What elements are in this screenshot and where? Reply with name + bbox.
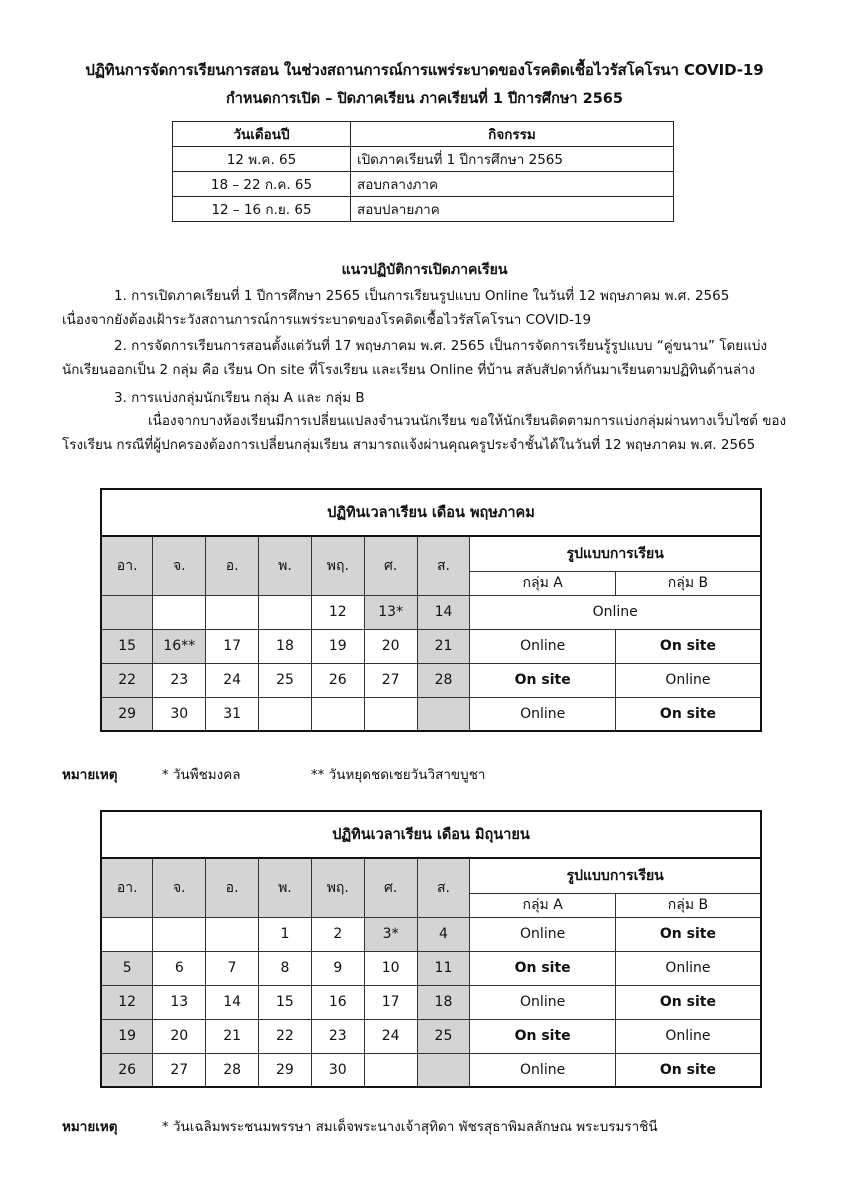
day-header: พ. — [259, 536, 312, 595]
day-cell: 3* — [364, 917, 417, 951]
day-cell — [311, 697, 364, 731]
day-cell: 17 — [206, 629, 259, 663]
day-cell: 15 — [259, 985, 312, 1019]
day-cell: 27 — [364, 663, 417, 697]
guideline-3 — [62, 386, 797, 410]
week-row — [101, 663, 761, 697]
schedule-activity: สอบปลายภาค — [351, 197, 674, 222]
schedule-table — [172, 121, 674, 222]
mode-cell-a: On site — [470, 951, 616, 985]
mode-cell-b: On site — [615, 1053, 761, 1087]
mode-cell-b: Online — [615, 951, 761, 985]
note-june — [62, 1115, 658, 1137]
day-header: อา. — [101, 858, 153, 917]
day-cell: 14 — [417, 595, 470, 629]
day-cell: 28 — [206, 1053, 259, 1087]
day-cell: 11 — [417, 951, 470, 985]
page-title: ปฏิทินการจัดการเรียนการสอน ในช่วงสถานการณ์การแพร่ระบาดของโรคติดเชื้อไวรัสโคโรนา COVID-19 — [85, 61, 764, 79]
day-cell: 7 — [206, 951, 259, 985]
day-cell: 21 — [206, 1019, 259, 1053]
guideline-2 — [62, 334, 797, 382]
day-cell: 24 — [364, 1019, 417, 1053]
note-may — [62, 763, 485, 785]
day-header: ศ. — [364, 858, 417, 917]
schedule-header-date: วันเดือนปี — [173, 122, 351, 147]
day-cell — [259, 697, 312, 731]
guidelines-heading: แนวปฏิบัติการเปิดภาคเรียน — [341, 262, 508, 278]
day-cell — [259, 595, 312, 629]
day-cell: 26 — [311, 663, 364, 697]
day-header: อ. — [206, 858, 259, 917]
group-b-header: กลุ่ม B — [615, 893, 761, 917]
day-cell: 30 — [153, 697, 206, 731]
schedule-row — [173, 172, 674, 197]
day-cell: 30 — [311, 1053, 364, 1087]
day-header: อา. — [101, 536, 153, 595]
day-cell: 25 — [259, 663, 312, 697]
guideline-2-line2: นักเรียนออกเป็น 2 กลุ่ม คือ เรียน On site ที่โรงเรียน และเรียน Online ที่บ้าน สลับสัปดาห์กันมาเรียนตามปฏิทินด้านล่าง — [62, 362, 756, 378]
mode-cell-a: On site — [470, 663, 616, 697]
day-cell: 23 — [311, 1019, 364, 1053]
page-subtitle: กำหนดการเปิด – ปิดภาคเรียน ภาคเรียนที่ 1 ปีการศึกษา 2565 — [226, 91, 623, 107]
group-a-header: กลุ่ม A — [470, 893, 616, 917]
mode-cell-a: Online — [470, 917, 616, 951]
day-header: พ. — [259, 858, 312, 917]
mode-cell-b: On site — [615, 917, 761, 951]
day-header: พฤ. — [311, 858, 364, 917]
day-cell: 1 — [259, 917, 312, 951]
note-item: * วันพืชมงคล — [161, 767, 241, 783]
schedule-row — [173, 147, 674, 172]
schedule-date: 18 – 22 ก.ค. 65 — [173, 172, 351, 197]
day-cell: 18 — [259, 629, 312, 663]
day-cell: 2 — [311, 917, 364, 951]
guideline-3-detail-line2: โรงเรียน กรณีที่ผู้ปกครองต้องการเปลี่ยนกลุ่มเรียน สามารถแจ้งผ่านคุณครูประจำชั้นได้ในวันที่ 12 พฤษภาคม พ.ศ. 2565 — [62, 437, 756, 453]
day-cell: 23 — [153, 663, 206, 697]
schedule-activity: สอบกลางภาค — [351, 172, 674, 197]
day-cell — [101, 917, 153, 951]
day-header: จ. — [153, 858, 206, 917]
day-cell: 29 — [101, 697, 153, 731]
mode-cell-b: On site — [615, 629, 761, 663]
day-cell: 22 — [259, 1019, 312, 1053]
day-cell: 29 — [259, 1053, 312, 1087]
day-cell: 9 — [311, 951, 364, 985]
day-cell — [364, 697, 417, 731]
group-b-header: กลุ่ม B — [615, 571, 761, 595]
day-cell — [153, 917, 206, 951]
mode-cell-merged: Online — [470, 595, 761, 629]
day-header: อ. — [206, 536, 259, 595]
calendar-june-caption: ปฏิทินเวลาเรียน เดือน มิถุนายน — [101, 811, 761, 858]
day-cell: 19 — [311, 629, 364, 663]
day-header: จ. — [153, 536, 206, 595]
week-row — [101, 1053, 761, 1087]
day-cell — [364, 1053, 417, 1087]
mode-cell-a: Online — [470, 1053, 616, 1087]
mode-cell-a: Online — [470, 697, 616, 731]
guideline-3-detail — [62, 409, 797, 457]
day-cell — [417, 1053, 470, 1087]
mode-header: รูปแบบการเรียน — [470, 858, 761, 893]
day-cell: 13* — [364, 595, 417, 629]
day-header: พฤ. — [311, 536, 364, 595]
day-cell: 10 — [364, 951, 417, 985]
calendar-may — [100, 488, 762, 732]
calendar-may-caption: ปฏิทินเวลาเรียน เดือน พฤษภาคม — [101, 489, 761, 536]
mode-cell-a: On site — [470, 1019, 616, 1053]
day-cell: 24 — [206, 663, 259, 697]
day-cell: 21 — [417, 629, 470, 663]
day-cell: 12 — [101, 985, 153, 1019]
day-header: ส. — [417, 858, 470, 917]
day-cell: 28 — [417, 663, 470, 697]
day-cell: 13 — [153, 985, 206, 1019]
week-row — [101, 917, 761, 951]
guideline-1-line1: 1. การเปิดภาคเรียนที่ 1 ปีการศึกษา 2565 เป็นการเรียนรูปแบบ Online ในวันที่ 12 พฤษภาคม พ.ศ. 2565 — [114, 288, 730, 304]
day-cell — [206, 917, 259, 951]
schedule-date: 12 พ.ค. 65 — [173, 147, 351, 172]
day-cell: 31 — [206, 697, 259, 731]
guideline-2-line1: 2. การจัดการเรียนการสอนตั้งแต่วันที่ 17 พฤษภาคม พ.ศ. 2565 เป็นการจัดการเรียนรู้รูปแบบ “คู่ขนาน” โดยแบ่ง — [114, 338, 768, 354]
note-item: ** วันหยุดชดเชยวันวิสาขบูชา — [310, 767, 486, 783]
guideline-1 — [62, 284, 797, 332]
day-header: ส. — [417, 536, 470, 595]
day-cell: 16** — [153, 629, 206, 663]
mode-cell-b: Online — [615, 663, 761, 697]
day-cell: 15 — [101, 629, 153, 663]
day-cell: 20 — [153, 1019, 206, 1053]
mode-cell-a: Online — [470, 629, 616, 663]
note-label: หมายเหตุ — [62, 1119, 118, 1135]
group-a-header: กลุ่ม A — [470, 571, 616, 595]
day-cell: 6 — [153, 951, 206, 985]
week-row — [101, 595, 761, 629]
guideline-3-detail-line1: เนื่องจากบางห้องเรียนมีการเปลี่ยนแปลงจำนวนนักเรียน ขอให้นักเรียนติดตามการแบ่งกลุ่มผ่านทางเว็บไซต์ ของ — [148, 413, 787, 429]
schedule-row — [173, 197, 674, 222]
day-cell: 14 — [206, 985, 259, 1019]
schedule-date: 12 – 16 ก.ย. 65 — [173, 197, 351, 222]
mode-cell-b: Online — [615, 1019, 761, 1053]
day-cell: 20 — [364, 629, 417, 663]
week-row — [101, 985, 761, 1019]
week-row — [101, 629, 761, 663]
guideline-3-line: 3. การแบ่งกลุ่มนักเรียน กลุ่ม A และ กลุ่ม B — [114, 390, 365, 406]
day-cell: 22 — [101, 663, 153, 697]
schedule-activity: เปิดภาคเรียนที่ 1 ปีการศึกษา 2565 — [351, 147, 674, 172]
mode-cell-b: On site — [615, 985, 761, 1019]
schedule-header-activity: กิจกรรม — [351, 122, 674, 147]
day-cell — [206, 595, 259, 629]
week-row — [101, 697, 761, 731]
day-cell: 17 — [364, 985, 417, 1019]
day-cell: 19 — [101, 1019, 153, 1053]
day-cell: 5 — [101, 951, 153, 985]
note-item: * วันเฉลิมพระชนมพรรษา สมเด็จพระนางเจ้าสุทิดา พัชรสุธาพิมลลักษณ พระบรมราชินี — [161, 1119, 658, 1135]
day-cell: 4 — [417, 917, 470, 951]
mode-header: รูปแบบการเรียน — [470, 536, 761, 571]
mode-cell-b: On site — [615, 697, 761, 731]
day-cell — [417, 697, 470, 731]
day-cell: 26 — [101, 1053, 153, 1087]
day-cell: 8 — [259, 951, 312, 985]
day-cell: 16 — [311, 985, 364, 1019]
day-cell: 27 — [153, 1053, 206, 1087]
calendar-june — [100, 810, 762, 1088]
day-cell — [101, 595, 153, 629]
guideline-1-line2: เนื่องจากยังต้องเฝ้าระวังสถานการณ์การแพร่ระบาดของโรคติดเชื้อไวรัสโคโรนา COVID-19 — [62, 312, 592, 328]
mode-cell-a: Online — [470, 985, 616, 1019]
week-row — [101, 1019, 761, 1053]
note-label: หมายเหตุ — [62, 767, 118, 783]
day-cell: 18 — [417, 985, 470, 1019]
day-cell — [153, 595, 206, 629]
day-cell: 25 — [417, 1019, 470, 1053]
day-cell: 12 — [311, 595, 364, 629]
day-header: ศ. — [364, 536, 417, 595]
week-row — [101, 951, 761, 985]
